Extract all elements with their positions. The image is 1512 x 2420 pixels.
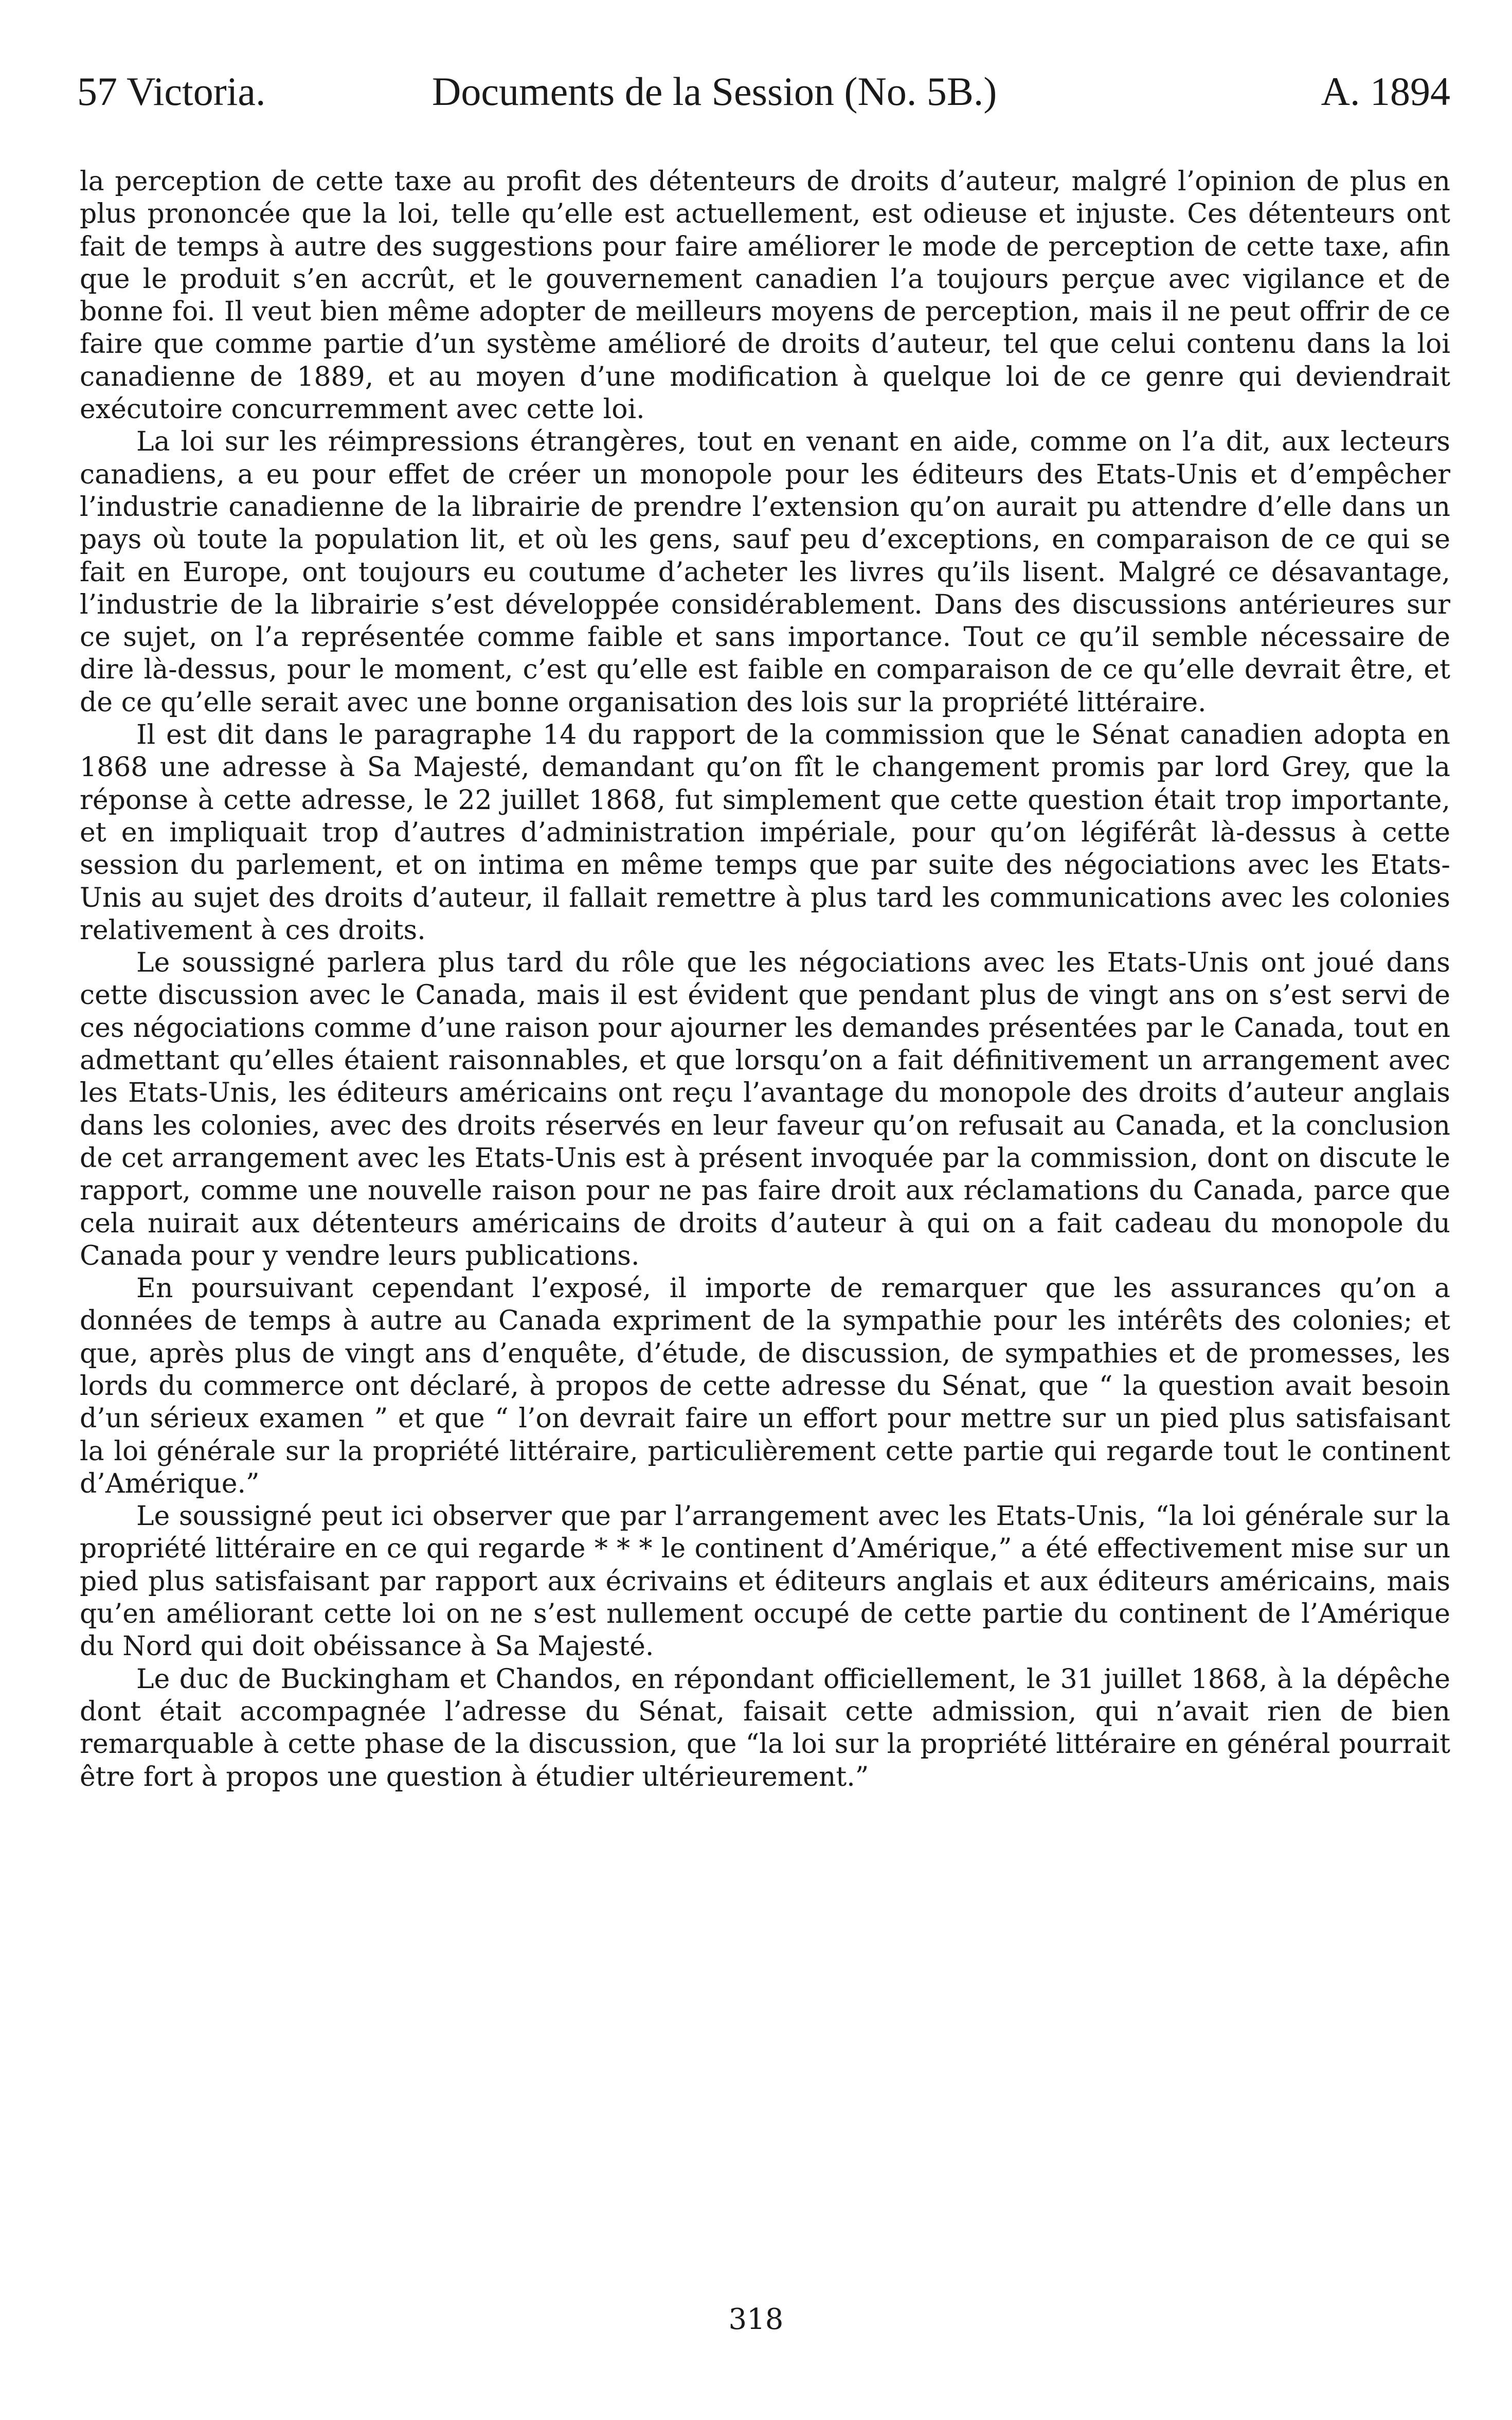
page-number: 318 [728,2303,784,2336]
header-title: Documents de la Session (No. 5B.) [432,69,997,114]
paragraph: La loi sur les réimpressions étrangères, tout en venant en aide, comme on l’a dit, aux lecteurs canadiens, a eu pour effet de créer un monopole pour les éditeurs des Etats-Unis et d’empêcher l’industrie canadienne de la librairie de prendre l’extension qu’on aurait pu attendre d’elle dans un pays où toute la population lit, et où les gens, sauf peu d’exceptions, en comparaison de ce qui se fait en Europe, ont toujours eu coutume d’acheter les livres qu’ils lisent. Malgré ce désavantage, l’industrie de la librairie s’est développée considérablement. Dans des discussions antérieures sur ce sujet, on l’a représentée comme faible et sans importance. Tout ce qu’il semble nécessaire de dire là-dessus, pour le moment, c’est qu’elle est faible en comparaison de ce qu’elle devrait être, et de ce qu’elle serait avec une bonne organisation des lois sur la propriété littéraire. [80,426,1450,718]
paragraph: Le soussigné parlera plus tard du rôle que les négociations avec les Etats-Unis ont joué dans cette discussion avec le Canada, mais il est évident que pendant plus de vingt ans on s’est servi de ces négociations comme d’une raison pour ajourner les demandes présentées par le Canada, tout en admettant qu’elles étaient raisonnables, et que lorsqu’on a fait définitivement un arrangement avec les Etats-Unis, les éditeurs américains ont reçu l’avantage du monopole des droits d’auteur anglais dans les colonies, avec des droits réservés en leur faveur qu’on refusait au Canada, et la conclusion de cet arrangement avec les Etats-Unis est à présent invoquée par la commission, dont on discute le rapport, comme une nouvelle raison pour ne pas faire droit aux réclamations du Canada, parce que cela nuirait aux détenteurs américains de droits d’auteur à qui on a fait cadeau du monopole du Canada pour y vendre leurs publications. [80,947,1450,1271]
paragraph-continuation: la perception de cette taxe au profit des détenteurs de droits d’auteur, malgré l’opinion de plus en plus prononcée que la loi, telle qu’elle est actuellement, est odieuse et injuste. Ces détenteurs ont fait de temps à autre des suggestions pour faire améliorer le mode de perception de cette taxe, afin que le produit s’en accrût, et le gouvernement canadien l’a toujours perçue avec vigilance et de bonne foi. Il veut bien même adopter de meilleurs moyens de perception, mais il ne peut offrir de ce faire que comme partie d’un système amélioré de droits d’auteur, tel que celui contenu dans la loi canadienne de 1889, et au moyen d’une modification à quelque loi de ce genre qui deviendrait exécutoire concurremment avec cette loi. [80,166,1450,425]
paragraph: Le duc de Buckingham et Chandos, en répondant officiellement, le 31 juillet 1868, à la dépêche dont était accompagnée l’adresse du Sénat, faisait cette admission, qui n’avait rien de bien remarquable à cette phase de la discussion, que “la loi sur la propriété littéraire en général pourrait être fort à propos une question à étudier ultérieurement.” [80,1663,1450,1792]
body-text [80,166,1450,1794]
paragraph: Le soussigné peut ici observer que par l’arrangement avec les Etats-Unis, “la loi générale sur la propriété littéraire en ce qui regarde * * * le continent d’Amérique,” a été effectivement mise sur un pied plus satisfaisant par rapport aux écrivains et éditeurs anglais et aux éditeurs américains, mais qu’en améliorant cette loi on ne s’est nullement occupé de cette partie du continent de l’Amérique du Nord qui doit obéissance à Sa Majesté. [80,1501,1450,1662]
paragraph: Il est dit dans le paragraphe 14 du rapport de la commission que le Sénat canadien adopta en 1868 une adresse à Sa Majesté, demandant qu’on fît le changement promis par lord Grey, que la réponse à cette adresse, le 22 juillet 1868, fut simplement que cette question était trop importante, et en impliquait trop d’autres d’administration impériale, pour qu’on légiférât là-dessus à cette session du parlement, et on intima en même temps que par suite des négociations avec les Etats-Unis au sujet des droits d’auteur, il fallait remettre à plus tard les communications avec les colonies relativement à ces droits. [80,720,1450,946]
header-year: A. 1894 [1321,69,1450,114]
running-header [77,66,1450,117]
paragraph: En poursuivant cependant l’exposé, il importe de remarquer que les assurances qu’on a données de temps à autre au Canada expriment de la sympathie pour les intérêts des colonies; et que, après plus de vingt ans d’enquête, d’étude, de discussion, de sympathies et de promesses, les lords du commerce ont déclaré, à propos de cette adresse du Sénat, que “ la question avait besoin d’un sérieux examen ” et que “ l’on devrait faire un effort pour mettre sur un pied plus satisfaisant la loi générale sur la propriété littéraire, particulièrement cette partie qui regarde tout le continent d’Amérique.” [80,1273,1450,1499]
header-year-reign: 57 Victoria. [77,69,266,114]
